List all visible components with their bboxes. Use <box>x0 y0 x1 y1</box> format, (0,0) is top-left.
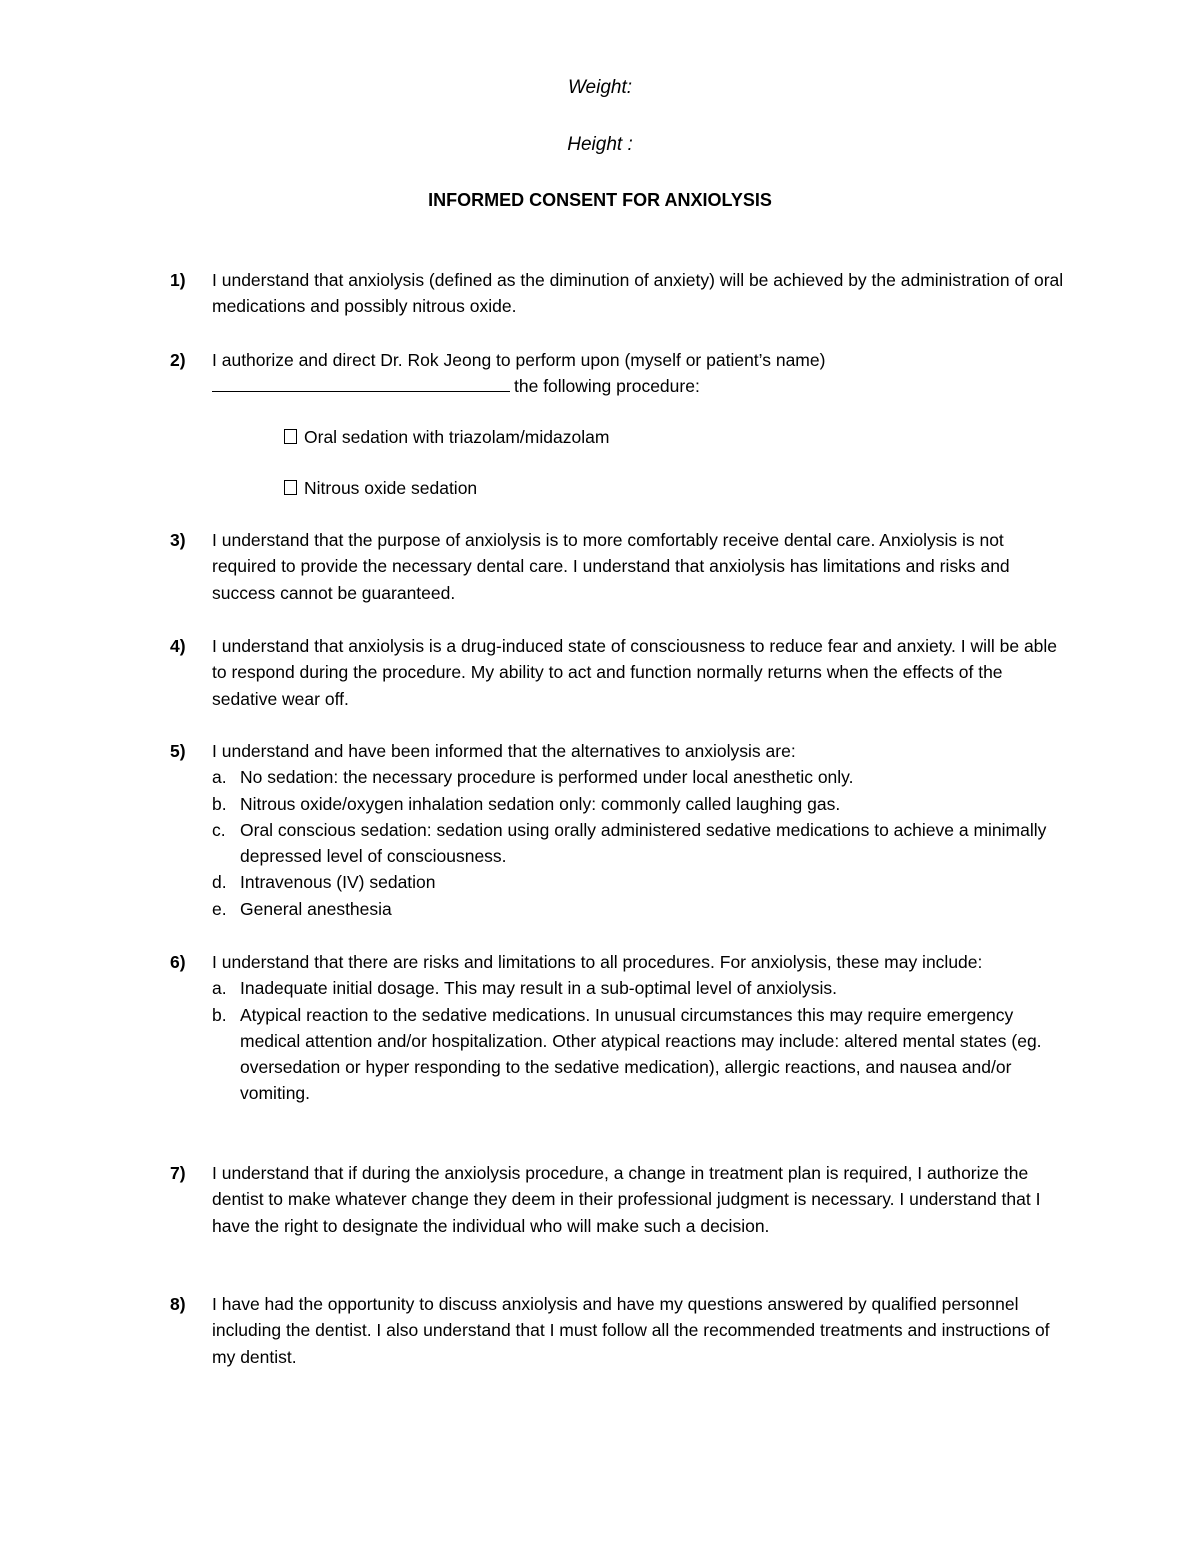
consent-item-6 <box>170 949 1070 1107</box>
option-nitrous-oxide[interactable] <box>284 475 477 501</box>
list-item: c. Oral conscious sedation: sedation using orally administered sedative medications to achieve a minimally depressed level of consciousness. <box>212 819 1047 867</box>
item-text: I have had the opportunity to discuss anxiolysis and have my questions answered by qualified personnel including the dentist. I also understand that I must follow all the recommended treatments and instructions of my dentist. <box>212 1294 1050 1367</box>
consent-item-4 <box>170 633 1070 712</box>
consent-item-5 <box>170 738 1070 922</box>
item-number: 2) <box>170 350 186 370</box>
item-number: 8) <box>170 1294 186 1314</box>
item-text: I understand that the purpose of anxiolysis is to more comfortably receive dental care. Anxiolysis is not required to provide the necessary dental care. I understand that anxiolysis has limitations and risks and success cannot be guaranteed. <box>212 530 1010 603</box>
consent-item-1 <box>170 267 1070 320</box>
item-text: I understand that there are risks and limitations to all procedures. For anxiolysis, these may include: <box>212 952 983 972</box>
patient-name-field[interactable] <box>212 375 510 392</box>
list-item: a. No sedation: the necessary procedure is performed under local anesthetic only. <box>212 767 854 788</box>
consent-item-7 <box>170 1160 1070 1239</box>
list-item: a. Inadequate initial dosage. This may result in a sub-optimal level of anxiolysis. <box>212 978 837 999</box>
item-text: I understand that anxiolysis (defined as the diminution of anxiety) will be achieved by the administration of oral medications and possibly nitrous oxide. <box>212 270 1064 317</box>
item-number: 4) <box>170 636 186 656</box>
item-text: I understand that if during the anxiolysis procedure, a change in treatment plan is required, I authorize the dentist to make whatever change they deem in their professional judgment is necessary. I understand that I have the right to designate the individual who will make such a decision. <box>212 1163 1041 1236</box>
list-item: e. General anesthesia <box>212 898 392 919</box>
checkbox-oral-sedation[interactable] <box>284 429 297 444</box>
consent-item-8 <box>170 1291 1070 1370</box>
option-oral-sedation[interactable] <box>284 424 609 450</box>
document-title: INFORMED CONSENT FOR ANXIOLYSIS <box>428 190 772 210</box>
option-label: Oral sedation with triazolam/midazolam <box>304 427 610 447</box>
list-item: d. Intravenous (IV) sedation <box>212 872 436 893</box>
list-item: b. Nitrous oxide/oxygen inhalation sedation only: commonly called laughing gas. <box>212 793 841 814</box>
item-number: 3) <box>170 530 186 550</box>
item-text-continued: the following procedure: <box>514 376 700 397</box>
item-text: I authorize and direct Dr. Rok Jeong to perform upon (myself or patient’s name) <box>212 350 826 370</box>
item-number: 7) <box>170 1163 186 1183</box>
consent-item-3 <box>170 527 1070 606</box>
list-item: b. Atypical reaction to the sedative medications. In unusual circumstances this may require emergency medical attention and/or hospitalization. Other atypical reactions may include: altered mental states (eg. oversedation or hyper responding to the sedative medication), allergic reactions, and nausea and/or vomiting. <box>212 1004 1042 1104</box>
item-text: I understand that anxiolysis is a drug-induced state of consciousness to reduce fear and anxiety. I will be able to respond during the procedure. My ability to act and function normally returns when the effects of the sedative wear off. <box>212 636 1058 709</box>
item-number: 5) <box>170 741 186 761</box>
item-text: I understand and have been informed that the alternatives to anxiolysis are: <box>212 741 796 761</box>
checkbox-nitrous-oxide[interactable] <box>284 480 297 495</box>
weight-label: Weight: <box>567 77 633 98</box>
option-label: Nitrous oxide sedation <box>304 478 478 498</box>
item-number: 1) <box>170 270 186 290</box>
consent-item-2 <box>170 347 1070 400</box>
item-number: 6) <box>170 952 186 972</box>
height-label: Height : <box>567 134 633 155</box>
